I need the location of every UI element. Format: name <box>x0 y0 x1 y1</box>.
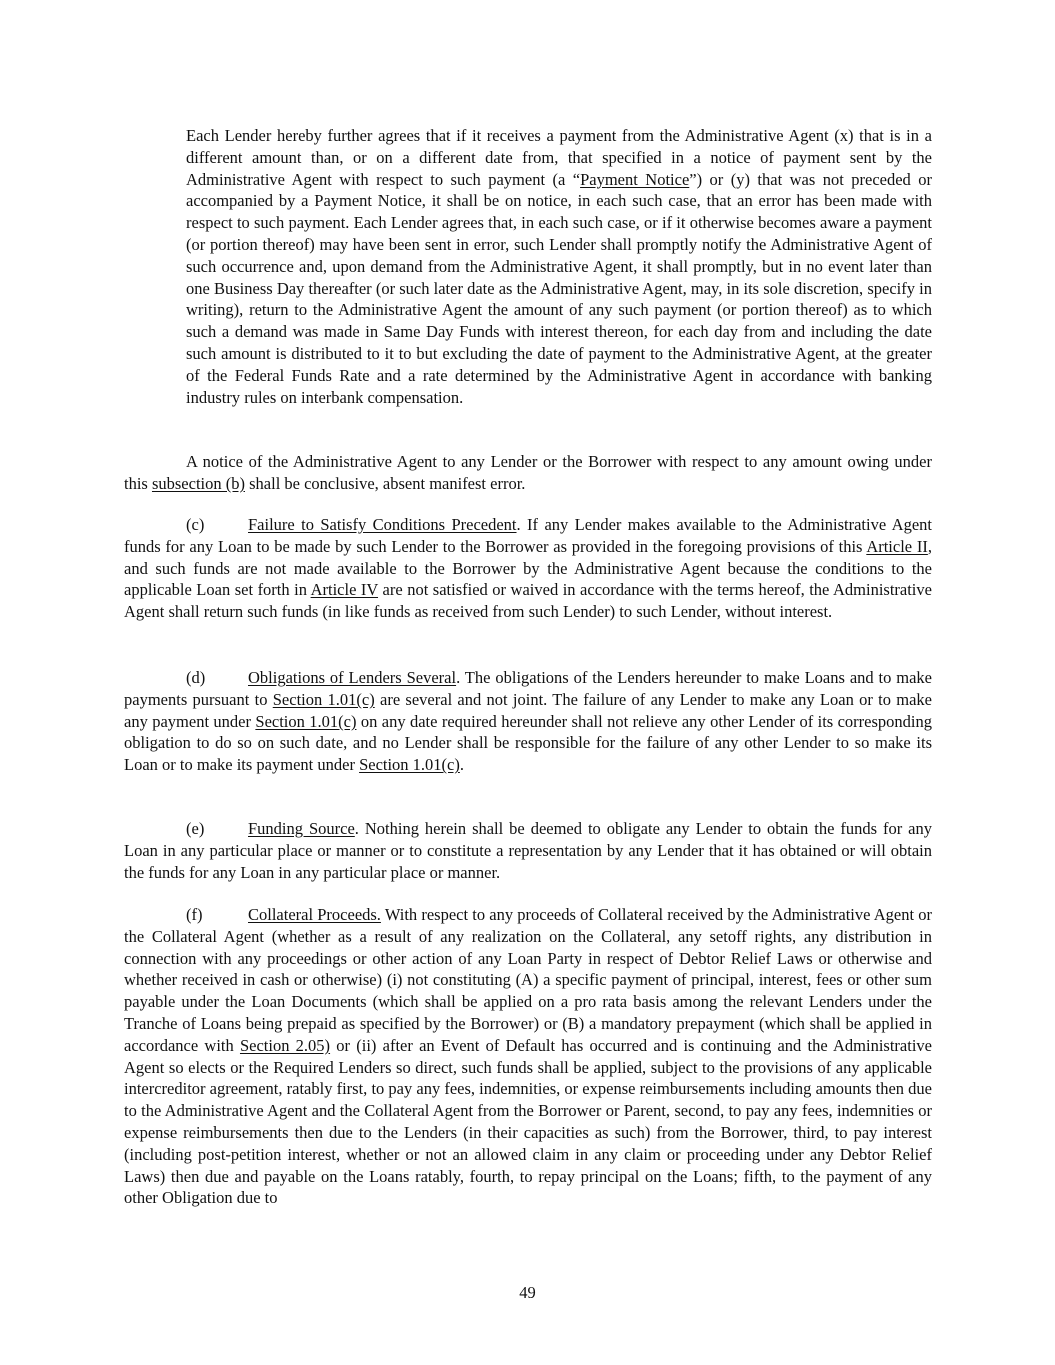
paragraph-notice-conclusive <box>124 451 932 495</box>
text-run: shall be conclusive, absent manifest error. <box>245 473 526 493</box>
section-label: (e) <box>186 819 205 838</box>
text-run: . <box>459 755 464 775</box>
text-run: ”) or (y) that was not preceded or accompanied by a Payment Notice, it shall be on notice, in each such case, that an error has been made with respect to such payment. Each Lender agrees that, in each such case, or if it otherwise becomes aware a payment (or portion thereof) may have been sent in error, such Lender shall promptly notify the Administrative Agent of such occurrence and, upon demand from the Administrative Agent, it shall promptly, but in no event later than one Business Day thereafter (or such later date as the Administrative Agent, may, in its sole discretion, specify in writing), return to the Administrative Agent the amount of any such payment (or portion thereof) as to which such a demand was made in Same Day Funds with interest thereon, for each day from and including the date such amount is distributed to it to but excluding the date of payment to the Administrative Agent, at the greater of the Federal Funds Rate and a rate determined by the Administrative Agent in accordance with banking industry rules on interbank compensation. <box>186 169 932 407</box>
section-d-paragraph <box>124 667 932 776</box>
section-label: (f) <box>186 905 203 924</box>
reference-article-iv: Article IV <box>310 580 379 600</box>
reference-section-1-01-c: Section 1.01(c) <box>255 711 357 731</box>
text-run: . The obligations of the Lenders hereunder to make Loans and to make payments pursuant to <box>124 668 933 709</box>
section-heading: Failure to Satisfy Conditions Precedent <box>248 515 517 534</box>
text-run: . Nothing herein shall be deemed to obligate any Lender to obtain the funds for any Loan in any particular place or manner or to constitute a representation by any Lender that it has obtained or will obtain the funds for any Loan in any particular place or manner. <box>124 819 932 882</box>
text-run: Each Lender hereby further agrees that if it receives a payment from the Administrative Agent (x) that is in a different amount than, or on a different date from, that specified in a notice of payment sent by the Administrative Agent with respect to such payment (a “ <box>186 126 932 189</box>
section-heading: Collateral Proceeds. <box>248 905 381 924</box>
text-run: With respect to any proceeds of Collateral received by the Administrative Agent or the Collateral Agent (whether as a result of any realization on the Collateral, any setoff rights, any distribution in connection with any proceedings or other action of any Loan Party in respect of Debtor Relief Laws or otherwise and whether received in cash or otherwise) (i) not constituting (A) a specific payment of principal, interest, fees or other sum payable under the Loan Documents (which shall be applied on a pro rata basis among the relevant Lenders under the Tranche of Loans being prepaid as specified by the Borrower) or (B) a mandatory prepayment (which shall be applied in accordance with <box>124 905 932 1055</box>
text-run: , and such funds are not made available to the Borrower by the Administrative Agent because the conditions to the applicable Loan set forth in <box>124 536 932 600</box>
text-run: on any date required hereunder shall not relieve any other Lender of its corresponding obligation to do so on such date, and no Lender shall be responsible for the failure of any other Lender to so make its Loan or to make its payment under <box>124 711 932 775</box>
section-label: (c) <box>186 515 205 534</box>
reference-article-ii: Article II <box>866 536 928 556</box>
section-f-paragraph <box>124 904 932 1209</box>
defined-term-payment-notice: Payment Notice <box>580 169 690 189</box>
text-run: . If any Lender makes available to the Administrative Agent funds for any Loan to be made by such Lender to the Borrower as provided in the foregoing provisions of this <box>124 515 932 556</box>
reference-section-2-05: Section 2.05) <box>239 1035 331 1055</box>
reference-section-1-01-c: Section 1.01(c) <box>359 755 460 775</box>
section-heading: Funding Source <box>248 819 355 838</box>
section-heading: Obligations of Lenders Several <box>248 668 457 687</box>
reference-subsection-b: subsection (b) <box>151 473 245 493</box>
reference-section-1-01-c: Section 1.01(c) <box>272 689 375 709</box>
section-e-paragraph <box>124 818 932 883</box>
page-number: 49 <box>519 1283 536 1302</box>
section-label: (d) <box>186 668 206 687</box>
text-run: or (ii) after an Event of Default has occurred and is continuing and the Administrative Agent so elects or the Required Lenders so direct, such funds shall be applied, subject to the provisions of any applicable intercreditor agreement, ratably first, to pay any fees, indemnities, or expense reimbursements including amounts then due to the Administrative Agent and the Collateral Agent from the Borrower or Parent, second, to pay any fees, indemnities or expense reimbursements then due to the Lenders (in their capacities as such) from the Borrower, third, to pay interest (including post-petition interest, whether or not an allowed claim in any claim or proceeding under any Debtor Relief Laws) then due and payable on the Loans ratably, fourth, to repay principal on the Loans; fifth, to the payment of any other Obligation due to <box>124 1035 932 1208</box>
paragraph-payment-notice <box>186 125 932 408</box>
text-run: are several and not joint. The failure of any Lender to make any Loan or to make any payment under <box>124 689 932 731</box>
section-c-paragraph <box>124 514 932 623</box>
text-run: A notice of the Administrative Agent to any Lender or the Borrower with respect to any amount owing under this <box>124 452 932 493</box>
text-run: are not satisfied or waived in accordance with the terms hereof, the Administrative Agent shall return such funds (in like funds as received from such Lender) to such Lender, without interest. <box>124 580 932 622</box>
